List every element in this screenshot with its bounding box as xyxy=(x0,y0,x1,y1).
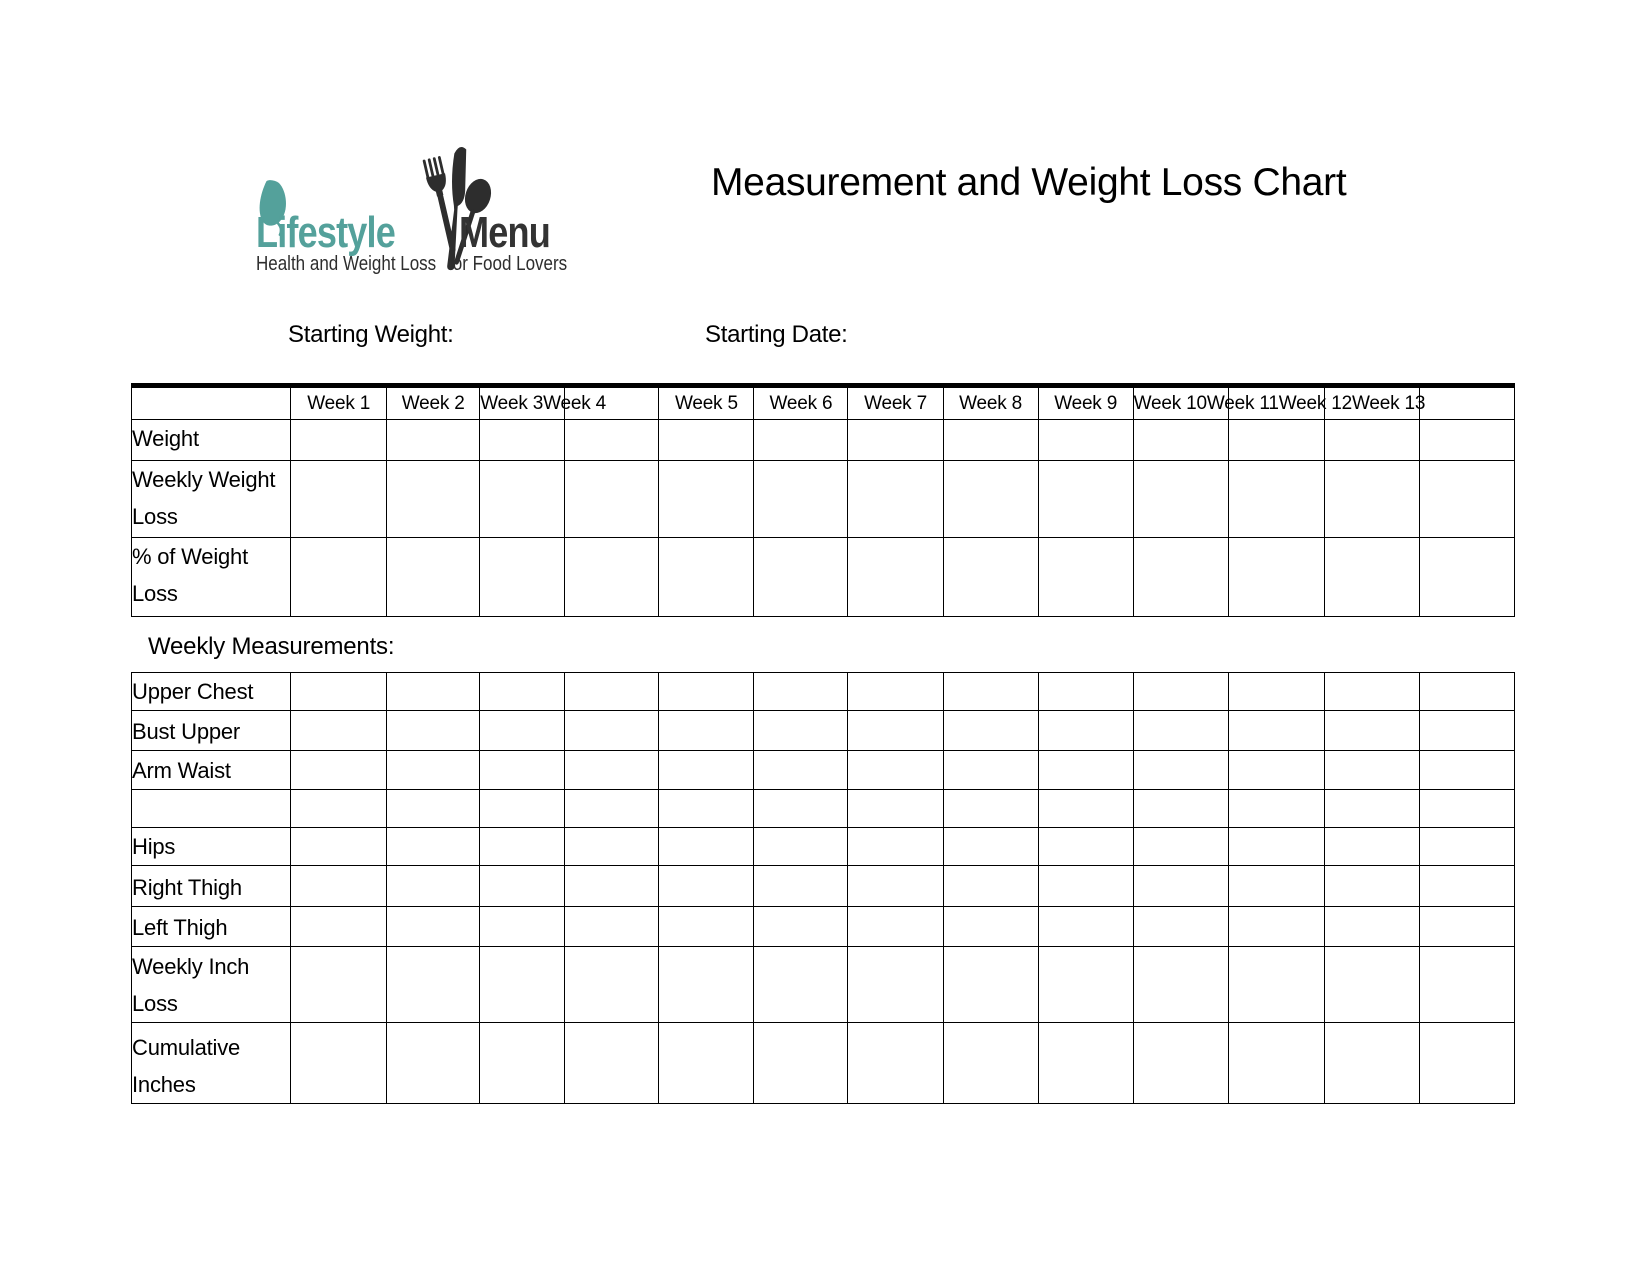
data-cell[interactable] xyxy=(480,461,565,538)
data-cell[interactable] xyxy=(1228,461,1324,538)
data-cell[interactable] xyxy=(480,907,565,947)
starting-weight-label: Starting Weight: xyxy=(288,321,454,348)
data-cell[interactable] xyxy=(291,866,387,907)
data-cell[interactable] xyxy=(943,828,1038,866)
data-cell[interactable] xyxy=(1228,947,1324,1023)
data-cell[interactable] xyxy=(943,461,1038,538)
data-cell[interactable] xyxy=(1324,947,1419,1023)
data-cell[interactable] xyxy=(1133,1023,1228,1104)
table-row xyxy=(132,1023,1515,1104)
row-label-cell: Weight xyxy=(132,420,291,461)
data-cell[interactable] xyxy=(387,711,480,751)
data-cell[interactable] xyxy=(1038,751,1133,790)
data-cell[interactable] xyxy=(754,751,848,790)
data-cell[interactable] xyxy=(480,420,565,461)
data-cell[interactable] xyxy=(480,751,565,790)
data-cell[interactable] xyxy=(1133,751,1228,790)
data-cell[interactable] xyxy=(1324,866,1419,907)
data-cell[interactable] xyxy=(1228,907,1324,947)
data-cell[interactable] xyxy=(565,751,659,790)
data-cell[interactable] xyxy=(659,420,754,461)
data-cell[interactable] xyxy=(1228,538,1324,617)
data-cell[interactable] xyxy=(1419,866,1514,907)
data-cell[interactable] xyxy=(1038,538,1133,617)
row-label-cell: Right Thigh xyxy=(132,866,291,907)
data-cell[interactable] xyxy=(848,1023,943,1104)
data-cell[interactable] xyxy=(565,866,659,907)
data-cell[interactable] xyxy=(659,947,754,1023)
measurements-table xyxy=(131,672,1515,1104)
data-cell[interactable] xyxy=(848,711,943,751)
data-cell[interactable] xyxy=(291,751,387,790)
logo-tagline xyxy=(256,254,567,274)
data-cell[interactable] xyxy=(387,461,480,538)
data-cell[interactable] xyxy=(1324,461,1419,538)
data-cell[interactable] xyxy=(480,711,565,751)
data-cell[interactable] xyxy=(1038,907,1133,947)
row-label-cell: Weekly Weight Loss xyxy=(132,461,291,538)
weekly-measurements-heading: Weekly Measurements: xyxy=(148,633,395,660)
data-cell[interactable] xyxy=(480,866,565,907)
data-cell[interactable] xyxy=(1133,790,1228,828)
data-cell[interactable] xyxy=(943,420,1038,461)
table-row xyxy=(132,828,1515,866)
data-cell[interactable] xyxy=(1419,947,1514,1023)
data-cell[interactable] xyxy=(480,673,565,711)
data-cell[interactable] xyxy=(848,828,943,866)
row-label-cell: Bust Upper xyxy=(132,711,291,751)
data-cell[interactable] xyxy=(943,538,1038,617)
data-cell[interactable] xyxy=(754,907,848,947)
data-cell[interactable] xyxy=(1324,751,1419,790)
week-header-cell: Week 5 xyxy=(659,386,754,420)
data-cell[interactable] xyxy=(1324,907,1419,947)
data-cell[interactable] xyxy=(291,790,387,828)
week-header-cell: Week 10Week 11Week 12Week 13 xyxy=(1133,386,1228,420)
data-cell[interactable] xyxy=(565,947,659,1023)
logo-tagline-left: Health and Weight Loss xyxy=(256,253,437,275)
data-cell[interactable] xyxy=(659,673,754,711)
data-cell[interactable] xyxy=(291,828,387,866)
data-cell[interactable] xyxy=(1419,420,1514,461)
data-cell[interactable] xyxy=(1133,420,1228,461)
data-cell[interactable] xyxy=(1324,673,1419,711)
data-cell[interactable] xyxy=(480,1023,565,1104)
data-cell[interactable] xyxy=(480,947,565,1023)
week-header-cell: Week 2 xyxy=(387,386,480,420)
data-cell[interactable] xyxy=(291,420,387,461)
week-header-cell: Week 6 xyxy=(754,386,848,420)
data-cell[interactable] xyxy=(943,751,1038,790)
data-cell[interactable] xyxy=(387,751,480,790)
data-cell[interactable] xyxy=(943,866,1038,907)
table-row xyxy=(132,866,1515,907)
data-cell[interactable] xyxy=(1324,711,1419,751)
table-row xyxy=(132,711,1515,751)
data-cell[interactable] xyxy=(1228,711,1324,751)
row-label-cell: % of Weight Loss xyxy=(132,538,291,617)
data-cell[interactable] xyxy=(1038,790,1133,828)
data-cell[interactable] xyxy=(1133,866,1228,907)
data-cell[interactable] xyxy=(291,711,387,751)
data-cell[interactable] xyxy=(754,673,848,711)
table-row xyxy=(132,538,1515,617)
week-header-row xyxy=(132,386,1515,420)
data-cell[interactable] xyxy=(291,1023,387,1104)
week-header-cell: Week 8 xyxy=(943,386,1038,420)
data-cell[interactable] xyxy=(565,1023,659,1104)
data-cell[interactable] xyxy=(943,790,1038,828)
data-cell[interactable] xyxy=(1133,461,1228,538)
data-cell[interactable] xyxy=(848,461,943,538)
lifestyle-menu-logo xyxy=(245,140,585,285)
row-label-cell: Hips xyxy=(132,828,291,866)
data-cell[interactable] xyxy=(1038,1023,1133,1104)
data-cell[interactable] xyxy=(1419,461,1514,538)
data-cell[interactable] xyxy=(848,538,943,617)
week-header-cell: Week 3Week 4 xyxy=(480,386,565,420)
data-cell[interactable] xyxy=(1419,1023,1514,1104)
table-row xyxy=(132,461,1515,538)
data-cell[interactable] xyxy=(480,538,565,617)
row-label-cell xyxy=(132,790,291,828)
data-cell[interactable] xyxy=(565,420,659,461)
data-cell[interactable] xyxy=(1228,420,1324,461)
table-row xyxy=(132,907,1515,947)
data-cell[interactable] xyxy=(659,1023,754,1104)
data-cell[interactable] xyxy=(565,461,659,538)
data-cell[interactable] xyxy=(1419,751,1514,790)
data-cell[interactable] xyxy=(754,461,848,538)
table-row xyxy=(132,673,1515,711)
data-cell[interactable] xyxy=(848,420,943,461)
data-cell[interactable] xyxy=(565,790,659,828)
data-cell[interactable] xyxy=(1324,1023,1419,1104)
page-title: Measurement and Weight Loss Chart xyxy=(711,161,1347,204)
data-cell[interactable] xyxy=(1038,461,1133,538)
data-cell[interactable] xyxy=(943,907,1038,947)
data-cell[interactable] xyxy=(1133,947,1228,1023)
data-cell[interactable] xyxy=(659,538,754,617)
data-cell[interactable] xyxy=(659,790,754,828)
data-cell[interactable] xyxy=(1419,828,1514,866)
row-label-cell: Left Thigh xyxy=(132,907,291,947)
data-cell[interactable] xyxy=(1133,711,1228,751)
data-cell[interactable] xyxy=(1038,947,1133,1023)
data-cell[interactable] xyxy=(848,790,943,828)
weight-loss-table xyxy=(131,383,1515,617)
data-cell[interactable] xyxy=(754,538,848,617)
table-row xyxy=(132,751,1515,790)
data-cell[interactable] xyxy=(754,1023,848,1104)
data-cell[interactable] xyxy=(754,947,848,1023)
data-cell[interactable] xyxy=(659,461,754,538)
data-cell[interactable] xyxy=(1038,866,1133,907)
week-header-cell: Week 1 xyxy=(291,386,387,420)
data-cell[interactable] xyxy=(387,1023,480,1104)
data-cell[interactable] xyxy=(659,711,754,751)
data-cell[interactable] xyxy=(943,1023,1038,1104)
data-cell[interactable] xyxy=(291,947,387,1023)
data-cell[interactable] xyxy=(1228,790,1324,828)
data-cell[interactable] xyxy=(659,907,754,947)
data-cell[interactable] xyxy=(1324,790,1419,828)
data-cell[interactable] xyxy=(1133,538,1228,617)
week-header-cell xyxy=(1419,386,1514,420)
data-cell[interactable] xyxy=(754,420,848,461)
data-cell[interactable] xyxy=(387,673,480,711)
data-cell[interactable] xyxy=(387,790,480,828)
starting-date-label: Starting Date: xyxy=(705,321,848,348)
data-cell[interactable] xyxy=(1324,828,1419,866)
table-row xyxy=(132,947,1515,1023)
data-cell[interactable] xyxy=(291,907,387,947)
data-cell[interactable] xyxy=(565,907,659,947)
data-cell[interactable] xyxy=(1038,828,1133,866)
logo-tagline-right: for Food Lovers xyxy=(448,253,568,275)
header-empty-cell xyxy=(132,386,291,420)
data-cell[interactable] xyxy=(291,673,387,711)
data-cell[interactable] xyxy=(1228,751,1324,790)
data-cell[interactable] xyxy=(387,828,480,866)
logo-brand-menu: Menu xyxy=(459,208,550,257)
data-cell[interactable] xyxy=(387,538,480,617)
data-cell[interactable] xyxy=(1419,673,1514,711)
data-cell[interactable] xyxy=(565,673,659,711)
row-label-cell: Cumulative Inches xyxy=(132,1023,291,1104)
data-cell[interactable] xyxy=(943,711,1038,751)
data-cell[interactable] xyxy=(1419,907,1514,947)
data-cell[interactable] xyxy=(1133,907,1228,947)
data-cell[interactable] xyxy=(1228,673,1324,711)
data-cell[interactable] xyxy=(848,947,943,1023)
data-cell[interactable] xyxy=(754,790,848,828)
data-cell[interactable] xyxy=(480,828,565,866)
data-cell[interactable] xyxy=(1324,538,1419,617)
week-header-cell: Week 7 xyxy=(848,386,943,420)
data-cell[interactable] xyxy=(1228,828,1324,866)
data-cell[interactable] xyxy=(659,828,754,866)
data-cell[interactable] xyxy=(1038,420,1133,461)
data-cell[interactable] xyxy=(943,947,1038,1023)
data-cell[interactable] xyxy=(291,538,387,617)
data-cell[interactable] xyxy=(943,673,1038,711)
data-cell[interactable] xyxy=(848,907,943,947)
data-cell[interactable] xyxy=(1419,538,1514,617)
data-cell[interactable] xyxy=(1038,711,1133,751)
row-label-cell: Weekly Inch Loss xyxy=(132,947,291,1023)
data-cell[interactable] xyxy=(1419,790,1514,828)
data-cell[interactable] xyxy=(565,828,659,866)
data-cell[interactable] xyxy=(754,828,848,866)
logo-brand-lifestyle: Lifestyle xyxy=(256,208,396,257)
data-cell[interactable] xyxy=(291,461,387,538)
data-cell[interactable] xyxy=(1133,828,1228,866)
data-cell[interactable] xyxy=(1228,866,1324,907)
data-cell[interactable] xyxy=(387,866,480,907)
data-cell[interactable] xyxy=(1419,711,1514,751)
data-cell[interactable] xyxy=(387,947,480,1023)
data-cell[interactable] xyxy=(848,866,943,907)
row-label-cell: Upper Chest xyxy=(132,673,291,711)
data-cell[interactable] xyxy=(848,751,943,790)
data-cell[interactable] xyxy=(480,790,565,828)
data-cell[interactable] xyxy=(1038,673,1133,711)
data-cell[interactable] xyxy=(1133,673,1228,711)
row-label-cell: Arm Waist xyxy=(132,751,291,790)
data-cell[interactable] xyxy=(565,711,659,751)
data-cell[interactable] xyxy=(754,866,848,907)
data-cell[interactable] xyxy=(387,420,480,461)
data-cell[interactable] xyxy=(565,538,659,617)
table-row xyxy=(132,420,1515,461)
data-cell[interactable] xyxy=(1324,420,1419,461)
week-header-cell: Week 9 xyxy=(1038,386,1133,420)
data-cell[interactable] xyxy=(659,751,754,790)
data-cell[interactable] xyxy=(387,907,480,947)
data-cell[interactable] xyxy=(1228,1023,1324,1104)
table-row xyxy=(132,790,1515,828)
data-cell[interactable] xyxy=(848,673,943,711)
data-cell[interactable] xyxy=(659,866,754,907)
data-cell[interactable] xyxy=(754,711,848,751)
